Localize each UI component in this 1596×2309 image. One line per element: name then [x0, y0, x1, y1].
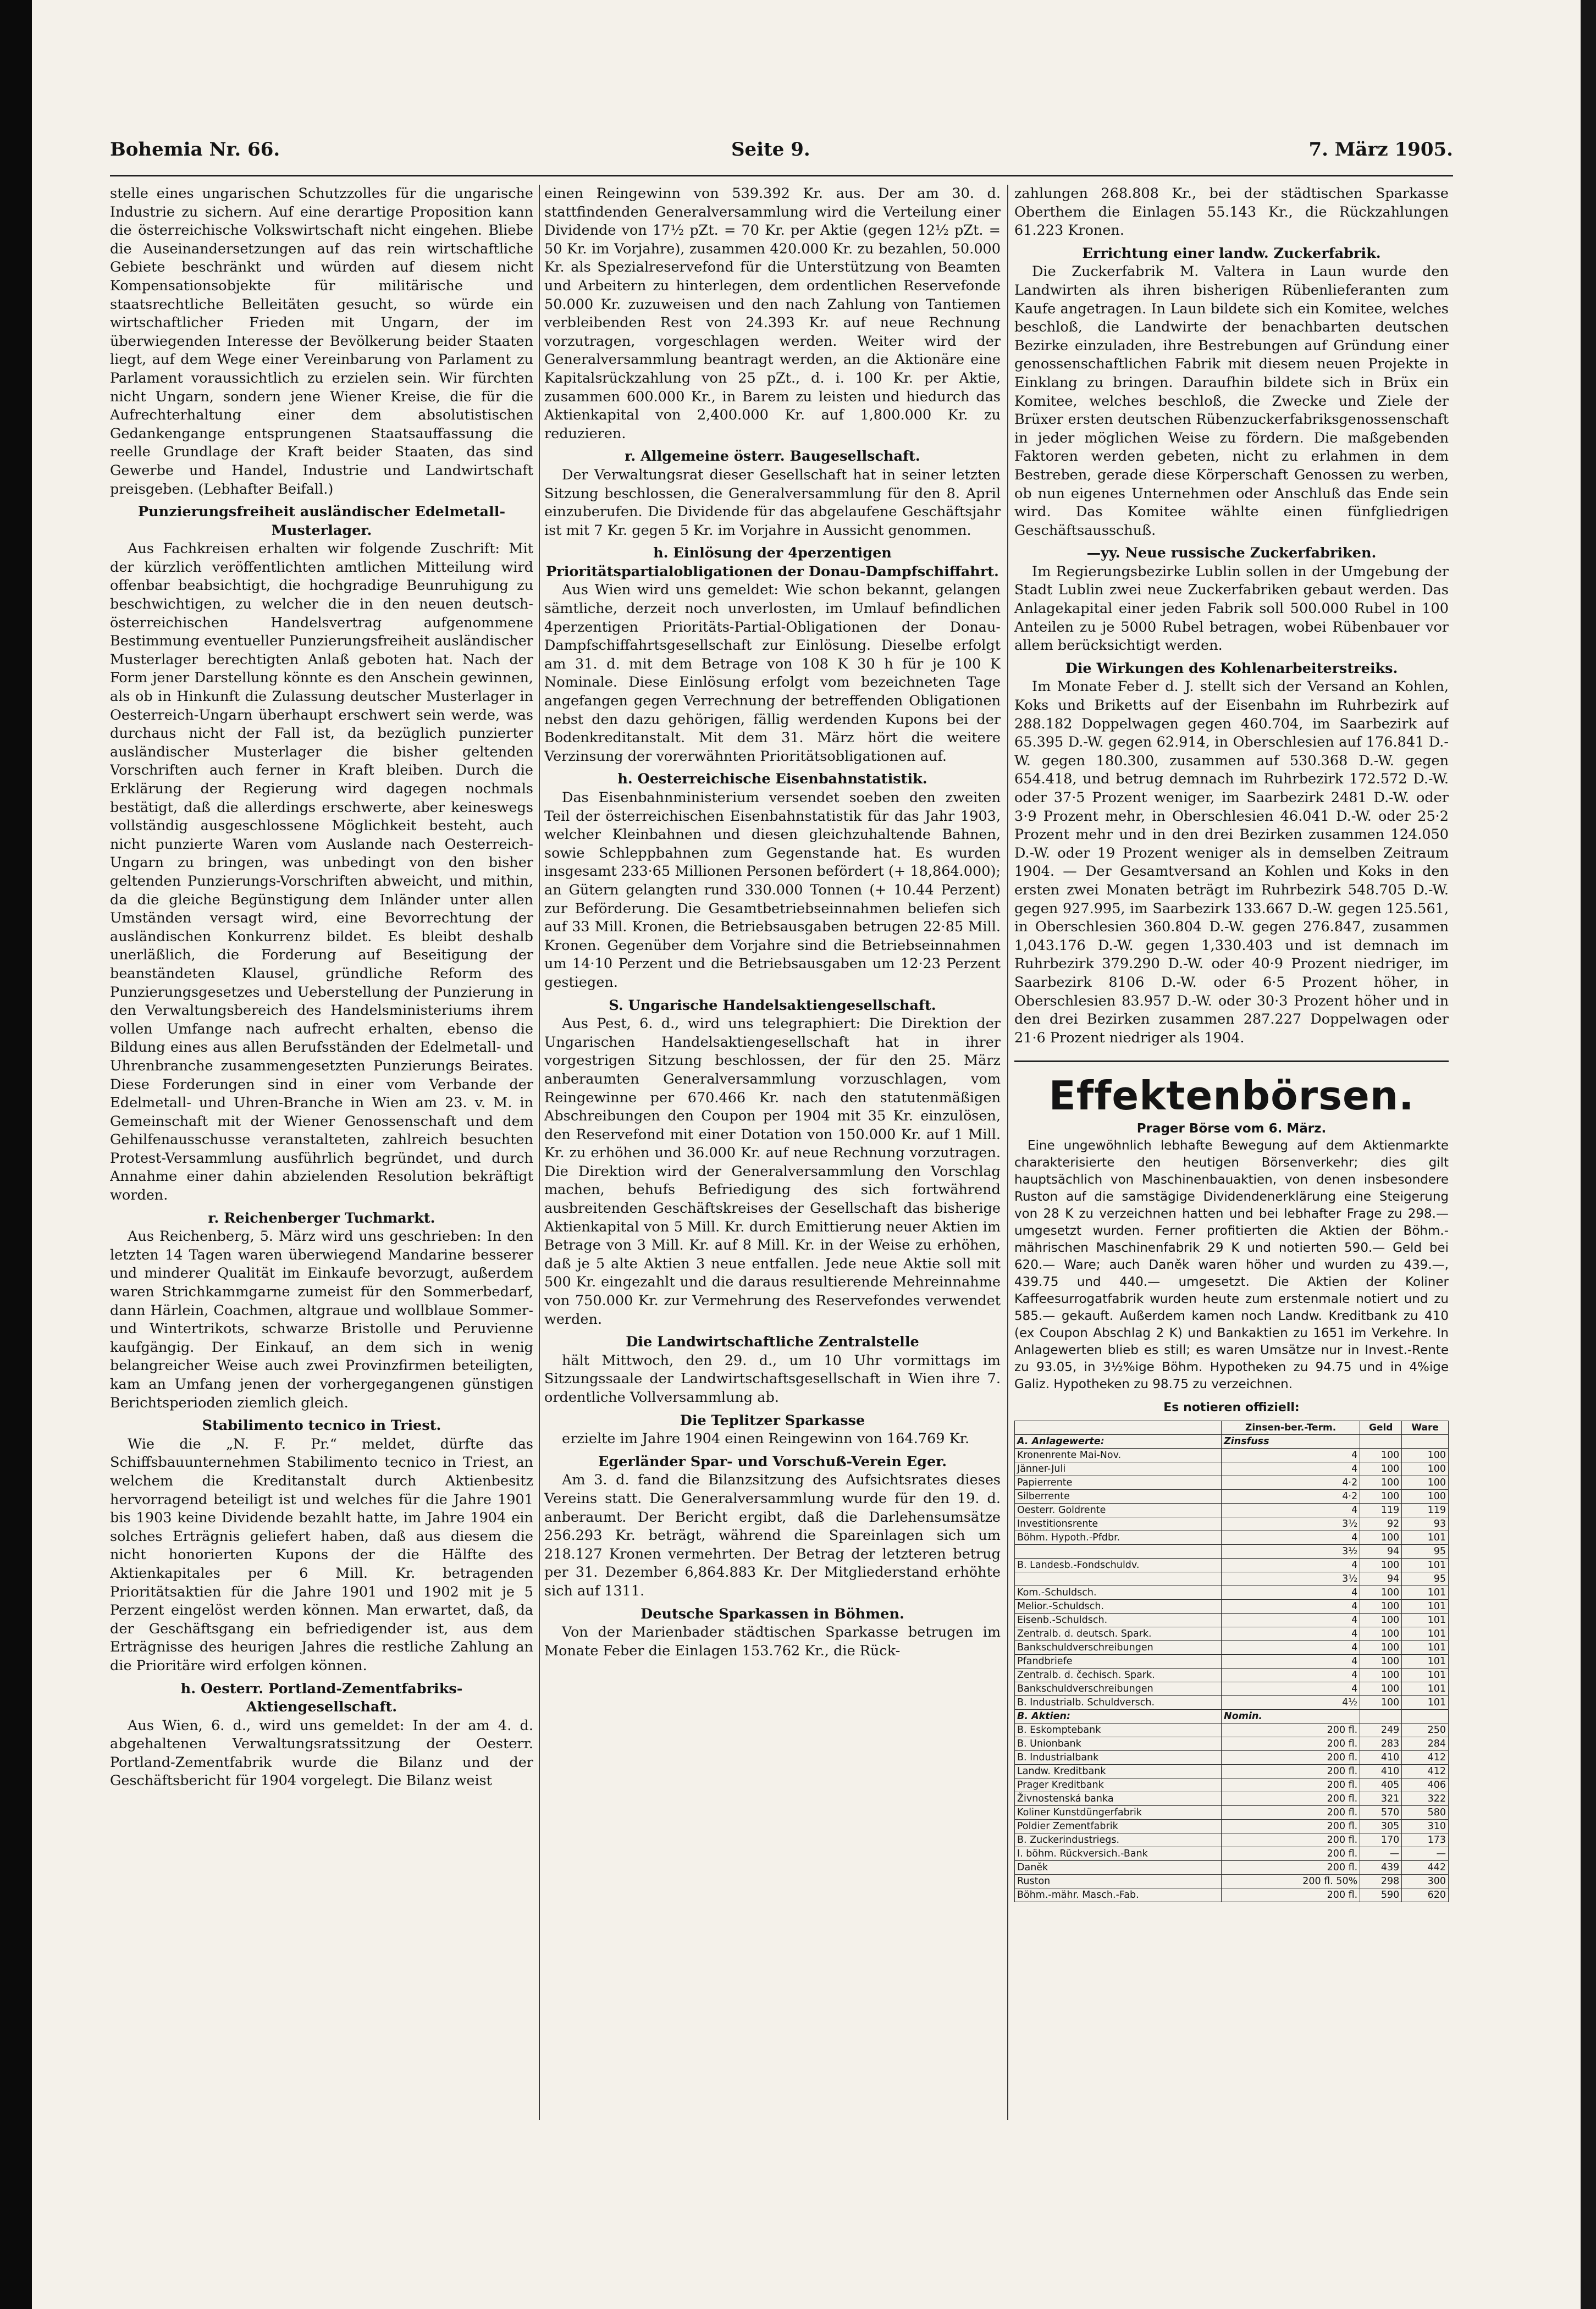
ask-price: —: [1402, 1847, 1449, 1860]
security-name: B. Eskomptebank: [1015, 1723, 1222, 1737]
security-name: Kronenrente Mai-Nov.: [1015, 1448, 1222, 1462]
ask-price: 100: [1402, 1476, 1449, 1489]
security-name: Silberrente: [1015, 1489, 1222, 1503]
interest-rate: 200 fl.: [1222, 1805, 1360, 1819]
article-text: Aus Wien wird uns gemeldet: Wie schon bekannt, gelangen sämtliche, derzeit noch unverlosten, im Umlauf befindlichen 4perzentigen Prioritäts-Partial-Obligationen der Donau-Dampfschiffahrtsgesellschaft zur Einlösung. Dieselbe erfolgt am 31. d. mit dem Betrage von 108 K 30 h für je 100 K Nominale. Diese Einlösung erfolgt vom bezeichneten Tage angefangen gegen Verrechnung der betreffenden Obligationen nebst den dazu gehörigen, fällig werdenden Kupons bei der Bodenkreditanstalt. Mit dem 31. März hört die weitere Verzinsung der vorerwähnten Prioritätsobligationen auf.: [544, 582, 1001, 765]
table-row: [1015, 1860, 1449, 1874]
ask-price: 412: [1402, 1750, 1449, 1764]
bid-price: 305: [1360, 1819, 1402, 1833]
security-name: B. Industrialbank: [1015, 1750, 1222, 1764]
page-edge-right: [1581, 0, 1596, 2309]
article-text: Im Regierungsbezirke Lublin sollen in der Umgebung der Stadt Lublin zwei neue Zuckerfabriken gebaut werden. Das Anlagekapital einer jeden Fabrik soll 500.000 Rubel in 100 Anteilen zu je 5000 Rubel betragen, wobei Rübenbauer vor allem berücksichtigt werden.: [1014, 563, 1449, 654]
ask-price: 173: [1402, 1833, 1449, 1847]
table-row: [1015, 1778, 1449, 1792]
ask-price: 322: [1402, 1792, 1449, 1805]
security-name: Ruston: [1015, 1874, 1222, 1888]
ask-price: 101: [1402, 1558, 1449, 1572]
table-row: [1015, 1654, 1449, 1668]
security-name: Böhm.-mähr. Masch.-Fab.: [1015, 1888, 1222, 1902]
bid-price: 100: [1360, 1654, 1402, 1668]
column-divider: [539, 185, 540, 2120]
ask-price: 250: [1402, 1723, 1449, 1737]
article-heading: r. Reichenberger Tuchmarkt.: [208, 1209, 435, 1227]
ask-price: 100: [1402, 1448, 1449, 1462]
bid-price: 590: [1360, 1888, 1402, 1902]
article-heading: Die Wirkungen des Kohlenarbeiterstreiks.: [1065, 660, 1398, 677]
ask-price: 620: [1402, 1888, 1449, 1902]
bid-price: 283: [1360, 1737, 1402, 1750]
ask-price: 95: [1402, 1544, 1449, 1558]
ask-price: 100: [1402, 1489, 1449, 1503]
ask-price: 412: [1402, 1764, 1449, 1778]
interest-rate: 200 fl.: [1222, 1737, 1360, 1750]
ask-price: 101: [1402, 1599, 1449, 1613]
security-name: B. Unionbank: [1015, 1737, 1222, 1750]
column-1: [110, 185, 533, 2120]
table-row: [1015, 1792, 1449, 1805]
ask-price: 101: [1402, 1531, 1449, 1544]
ask-price: 95: [1402, 1572, 1449, 1586]
header-rule: [110, 175, 1453, 176]
interest-rate: 4: [1222, 1599, 1360, 1613]
ask-price: 442: [1402, 1860, 1449, 1874]
table-row: [1015, 1750, 1449, 1764]
interest-rate: 4: [1222, 1531, 1360, 1544]
table-group-sub: Nomin.: [1222, 1709, 1360, 1723]
table-row: [1015, 1682, 1449, 1695]
bid-price: 119: [1360, 1503, 1402, 1517]
article-heading: Egerländer Spar- und Vorschuß-Verein Eger.: [598, 1453, 947, 1470]
table-row: [1015, 1558, 1449, 1572]
bid-price: —: [1360, 1847, 1402, 1860]
ask-price: 580: [1402, 1805, 1449, 1819]
article-text: hält Mittwoch, den 29. d., um 10 Uhr vormittags im Sitzungssaale der Landwirtschaftsgesellschaft in Wien ihre 7. ordentliche Vollversammlung ab.: [544, 1352, 1001, 1406]
quotation-table: [1014, 1421, 1449, 1902]
security-name: Jänner-Juli: [1015, 1462, 1222, 1476]
ask-price: 101: [1402, 1586, 1449, 1599]
security-name: Poldier Zementfabrik: [1015, 1819, 1222, 1833]
table-row: [1015, 1805, 1449, 1819]
interest-rate: 4: [1222, 1613, 1360, 1627]
header-page-number: Seite 9.: [731, 139, 810, 161]
table-row: [1015, 1517, 1449, 1531]
table-row: [1015, 1737, 1449, 1750]
table-title: Es notieren offiziell:: [1163, 1401, 1300, 1415]
bid-price: 100: [1360, 1695, 1402, 1709]
security-name: Pfandbriefe: [1015, 1654, 1222, 1668]
bid-price: 439: [1360, 1860, 1402, 1874]
security-name: Eisenb.-Schuldsch.: [1015, 1613, 1222, 1627]
security-name: Zentralb. d. čechisch. Spark.: [1015, 1668, 1222, 1682]
table-row: [1015, 1888, 1449, 1902]
security-name: Živnostenská banka: [1015, 1792, 1222, 1805]
bid-price: 405: [1360, 1778, 1402, 1792]
security-name: B. Zuckerindustriegs.: [1015, 1833, 1222, 1847]
article-heading: Die Teplitzer Sparkasse: [680, 1412, 865, 1429]
table-row: [1015, 1819, 1449, 1833]
ask-price: 101: [1402, 1695, 1449, 1709]
security-name: I. böhm. Rückversich.-Bank: [1015, 1847, 1222, 1860]
article-heading: Stabilimento tecnico in Triest.: [202, 1417, 441, 1434]
bid-price: 100: [1360, 1448, 1402, 1462]
article-text: Wie die „N. F. Pr.“ meldet, dürfte das Schiffsbauunternehmen Stabilimento tecnico in Triest, an welchem die Kreditanstalt durch Aktienbesitz hervorragend beteiligt ist und welches für die Jahre 1901 bis 1903 keine Dividende bezahlt hatte, im Jahre 1904 ein solches Erträgnis geliefert haben, daß aus diesem die nicht honorierten Kupons der die Hälfte des Aktienkapitales per 6 Mill. Kr. betragenden Prioritätsaktien für die Jahre 1901 und 1902 mit je 5 Perzent eingelöst werden können. Man erwartet, daß, da der Geschäftsgang ein befriedigender ist, aus dem Erträgnisse des heurigen Jahres die restliche Zahlung an die Prioritäre wird erfolgen können.: [110, 1435, 533, 1674]
interest-rate: 4: [1222, 1682, 1360, 1695]
security-name: B. Industrialb. Schuldversch.: [1015, 1695, 1222, 1709]
security-name: Bankschuldverschreibungen: [1015, 1682, 1222, 1695]
article-heading: Errichtung einer landw. Zuckerfabrik.: [1082, 245, 1381, 262]
interest-rate: 200 fl.: [1222, 1888, 1360, 1902]
ask-price: 119: [1402, 1503, 1449, 1517]
article-text: Die Zuckerfabrik M. Valtera in Laun wurde den Landwirten als ihren bisherigen Rübenlieferanten zum Kaufe angetragen. In Laun bildete sich ein Komitee, welches beschloß, die Landwirte der benachbarten deutschen Bezirke einzuladen, ihre Bestrebungen auf Gründung einer genossenschaftlichen Fabrik mit diesem neuen Projekte in Einklang zu bringen. Daraufhin bildete sich in Brüx ein Komitee, welches beschloß, die Zwecke und Ziele der Brüxer ersten deutschen Rübenzuckerfabriksgenossenschaft in jeder möglichen Weise zu fördern. Die maßgebenden Faktoren werden gebeten, nicht zu erlahmen in dem Bestreben, gerade diese Körperschaft Genossen zu werben, ob nun eigenes Unternehmen oder Anschluß das Ende sein wird. Das Komitee wählte einen fünfgliedrigen Geschäftsausschuß.: [1014, 263, 1449, 539]
table-row: [1015, 1833, 1449, 1847]
ask-price: 101: [1402, 1640, 1449, 1654]
interest-rate: 3½: [1222, 1517, 1360, 1531]
interest-rate: 200 fl.: [1222, 1750, 1360, 1764]
bid-price: 100: [1360, 1462, 1402, 1476]
article-text: einen Reingewinn von 539.392 Kr. aus. Der am 30. d. stattfindenden Generalversammlung wird die Verteilung einer Dividende von 17½ pZt. = 70 Kr. per Aktie (gegen 12½ pZt. = 50 Kr. im Vorjahre), zusammen 420.000 Kr. zu bezahlen, 50.000 Kr. als Spezialreservefond für die Unterstützung von Beamten und Arbeitern zu hinterlegen, dem ordentlichen Reservefonde 50.000 Kr. zuzuweisen und den nach Zahlung von Tantiemen verbleibenden Rest von 24.393 Kr. auf neue Rechnung vorzutragen, vorgeschlagen werden. Weiter wird der Generalversammlung beantragt werden, an die Aktionäre eine Kapitalsrückzahlung von 25 pZt., d. i. 100 Kr. per Aktie, zusammen 600.000 Kr., in Barem zu leisten und hiedurch das Aktienkapital von 2,400.000 Kr. auf 1,800.000 Kr. zu reduzieren.: [544, 185, 1001, 442]
security-name: Papierrente: [1015, 1476, 1222, 1489]
table-row: [1015, 1874, 1449, 1888]
table-group-row: [1015, 1709, 1449, 1723]
header-date: 7. März 1905.: [1308, 139, 1453, 161]
security-name: Prager Kreditbank: [1015, 1778, 1222, 1792]
bid-price: 94: [1360, 1544, 1402, 1558]
interest-rate: 4·2: [1222, 1489, 1360, 1503]
table-row: [1015, 1764, 1449, 1778]
security-name: Melior.-Schuldsch.: [1015, 1599, 1222, 1613]
article-heading: h. Oesterr. Portland-Zementfabriks-Aktiengesellschaft.: [180, 1680, 463, 1716]
security-name: Bankschuldverschreibungen: [1015, 1640, 1222, 1654]
interest-rate: 4: [1222, 1586, 1360, 1599]
article-heading: Punzierungsfreiheit ausländischer Edelmetall-Musterlager.: [137, 504, 506, 539]
table-row: [1015, 1695, 1449, 1709]
security-name: Oesterr. Goldrente: [1015, 1503, 1222, 1517]
interest-rate: 4: [1222, 1448, 1360, 1462]
ask-price: 101: [1402, 1668, 1449, 1682]
table-body-a: [1015, 1434, 1449, 1709]
bid-price: 100: [1360, 1476, 1402, 1489]
interest-rate: 200 fl.: [1222, 1860, 1360, 1874]
security-name: Böhm. Hypoth.-Pfdbr.: [1015, 1531, 1222, 1544]
table-header: Geld: [1360, 1421, 1402, 1434]
bid-price: 94: [1360, 1572, 1402, 1586]
table-row: [1015, 1613, 1449, 1627]
table-row: [1015, 1448, 1449, 1462]
column-divider: [1007, 185, 1008, 2120]
ask-price: 310: [1402, 1819, 1449, 1833]
page-header: [110, 139, 1453, 172]
interest-rate: 4: [1222, 1503, 1360, 1517]
interest-rate: 4½: [1222, 1695, 1360, 1709]
security-name: Kom.-Schuldsch.: [1015, 1586, 1222, 1599]
table-row: [1015, 1586, 1449, 1599]
security-name: Investitionsrente: [1015, 1517, 1222, 1531]
interest-rate: 200 fl. 50%: [1222, 1874, 1360, 1888]
interest-rate: 4: [1222, 1668, 1360, 1682]
interest-rate: 200 fl.: [1222, 1792, 1360, 1805]
bid-price: 100: [1360, 1640, 1402, 1654]
interest-rate: 200 fl.: [1222, 1723, 1360, 1737]
security-name: Daněk: [1015, 1860, 1222, 1874]
ask-price: 100: [1402, 1462, 1449, 1476]
table-row: [1015, 1503, 1449, 1517]
security-name: Koliner Kunstdüngerfabrik: [1015, 1805, 1222, 1819]
interest-rate: 4: [1222, 1640, 1360, 1654]
security-name: [1015, 1544, 1222, 1558]
bid-price: 170: [1360, 1833, 1402, 1847]
interest-rate: 200 fl.: [1222, 1833, 1360, 1847]
table-header: [1015, 1421, 1222, 1434]
bid-price: 100: [1360, 1558, 1402, 1572]
table-row: [1015, 1531, 1449, 1544]
bid-price: 298: [1360, 1874, 1402, 1888]
article-text: Am 3. d. fand die Bilanzsitzung des Aufsichtsrates dieses Vereins statt. Die Generalversammlung wurde für den 19. d. anberaumt. Der Bericht ergibt, daß die Darlehensumsätze 256.293 Kr. beträgt, während die Spareinlagen sich um 218.127 Kronen vermehrten. Der Betrag der letzteren betrug per 31. Dezember 6,864.883 Kr. Der Mitgliederstand erhöhte sich auf 1311.: [544, 1472, 1001, 1599]
bid-price: 100: [1360, 1599, 1402, 1613]
ask-price: 300: [1402, 1874, 1449, 1888]
bid-price: 100: [1360, 1668, 1402, 1682]
table-row: [1015, 1640, 1449, 1654]
article-text: Der Verwaltungsrat dieser Gesellschaft hat in seiner letzten Sitzung beschlossen, die Generalversammlung für den 8. April einzuberufen. Die Dividende für das abgelaufene Geschäftsjahr ist mit 7 Kr. gegen 5 Kr. im Vorjahre in Aussicht genommen.: [544, 466, 1001, 539]
article-heading: h. Einlösung der 4perzentigen Prioritätspartialobligationen der Donau-Dampfschiffahrt.: [546, 545, 999, 580]
interest-rate: 200 fl.: [1222, 1764, 1360, 1778]
security-name: B. Landesb.-Fondschuldv.: [1015, 1558, 1222, 1572]
article-text: Aus Pest, 6. d., wird uns telegraphiert: Die Direktion der Ungarischen Handelsaktiengesellschaft hat in ihrer vorgestrigen Sitzung beschlossen, der für den 25. März anberaumten Generalversammlung vorzuschlagen, vom Reingewinne per 670.466 Kr. nach den statutenmäßigen Abschreibungen den Coupon per 1904 mit 35 Kr. einzulösen, den Reservefond mit einer Dotation von 150.000 Kr. auf 1 Mill. Kr. zu erhöhen und 36.000 Kr. auf neue Rechnung vorzutragen. Die Direktion wird der Generalversammlung den Vorschlag machen, behufs Befriedigung des sich fortwährend ausbreitenden Geschäftskreises der Gesellschaft das bisherige Aktienkapital von 5 Mill. Kr. durch Emittierung neuer Aktien im Betrage von 3 Mill. Kr. auf 8 Mill. Kr. in der Weise zu erhöhen, daß je 5 alte Aktien 3 neue entfallen. Jede neue Aktie soll mit 500 Kr. eingezahlt und die daraus resultierende Mehreinnahme von 750.000 Kr. zur Vermehrung des Reservefondes verwendet werden.: [544, 1015, 1001, 1328]
ask-price: 101: [1402, 1654, 1449, 1668]
table-group-row: [1015, 1434, 1449, 1448]
ask-price: 284: [1402, 1737, 1449, 1750]
bid-price: 249: [1360, 1723, 1402, 1737]
table-row: [1015, 1476, 1449, 1489]
interest-rate: 3½: [1222, 1572, 1360, 1586]
table-row: [1015, 1723, 1449, 1737]
bid-price: 321: [1360, 1792, 1402, 1805]
bid-price: 100: [1360, 1586, 1402, 1599]
table-row: [1015, 1489, 1449, 1503]
table-header-row: [1015, 1421, 1449, 1434]
table-row: [1015, 1572, 1449, 1586]
bid-price: 100: [1360, 1489, 1402, 1503]
table-row: [1015, 1847, 1449, 1860]
interest-rate: 4: [1222, 1462, 1360, 1476]
table-row: [1015, 1462, 1449, 1476]
security-name: Landw. Kreditbank: [1015, 1764, 1222, 1778]
interest-rate: 4·2: [1222, 1476, 1360, 1489]
ask-price: 101: [1402, 1613, 1449, 1627]
bid-price: 410: [1360, 1764, 1402, 1778]
article-heading: h. Oesterreichische Eisenbahnstatistik.: [617, 771, 927, 788]
ask-price: 101: [1402, 1627, 1449, 1640]
article-text: Aus Wien, 6. d., wird uns gemeldet: In der am 4. d. abgehaltenen Verwaltungsratssitzung der Oesterr. Portland-Zementfabrik wurde die Bilanz und der Geschäftsbericht für 1904 vorgelegt. Die Bilanz weist: [110, 1717, 533, 1789]
article-text: zahlungen 268.808 Kr., bei der städtischen Sparkasse Oberthem die Einlagen 55.143 Kr., die Rückzahlungen 61.223 Kronen.: [1014, 185, 1449, 239]
ask-price: 101: [1402, 1682, 1449, 1695]
table-row: [1015, 1544, 1449, 1558]
interest-rate: 200 fl.: [1222, 1778, 1360, 1792]
bid-price: 92: [1360, 1517, 1402, 1531]
table-row: [1015, 1668, 1449, 1682]
table-cell: [1360, 1434, 1402, 1448]
table-header: Zinsen-ber.-Term.: [1222, 1421, 1360, 1434]
interest-rate: 4: [1222, 1558, 1360, 1572]
security-name: [1015, 1572, 1222, 1586]
market-report-text: Eine ungewöhnlich lebhafte Bewegung auf dem Aktienmarkte charakterisierte den heutigen Börsenverkehr; dies gilt hauptsächlich von Maschinenbauaktien, von denen insbesondere Ruston auf die samstägige Dividendenerklärung eine Steigerung von 28 K zu verzeichnen hatten und bei lebhafter Frage zu 298.— umgesetzt wurden. Ferner profitierten die Aktien der Böhm.-mährischen Maschinenfabrik 29 K und notierten 590.— Geld bei 620.— Ware; auch Daněk waren höher und wurden zu 439.—, 439.75 und 440.— umgesetzt. Die Aktien der Koliner Kaffeesurrogatfabrik wurden heute zum erstenmale notiert und zu 585.— gekauft. Außerdem kamen noch Landw. Kreditbank zu 410 (ex Coupon Abschlag 2 K) und Bankaktien zu 1651 im Verkehre. In Anlagewerten blieb es still; es waren Umsätze nur in Invest.-Rente zu 93.05, in 3½%ige Böhm. Hypotheken zu 94.75 und in 4%ige Galiz. Hypotheken zu 98.75 zu verzeichnen.: [1014, 1139, 1449, 1392]
article-text: stelle eines ungarischen Schutzzolles für die ungarische Industrie zu sichern. Auf eine derartige Proposition kann die österreichische Volkswirtschaft nicht eingehen. Bliebe die Auseinandersetzungen auf das rein wirtschaftliche Gebiete beschränkt und würden auf diesem nicht Kompensationsobjekte für militärische und staatsrechtliche Belleitäten gesucht, so würde ein wirtschaftlicher Frieden mit Ungarn, der im überwiegenden Interesse der Bevölkerung beider Staaten liegt, auf dem Wege einer Vereinbarung von Parlament zu Parlament voraussichtlich zu erzielen sein. Wir fürchten nicht Ungarn, sondern jene Wiener Kreise, die für die Aufrechterhaltung einer dem absolutistischen Gedankengange entsprungenen Staatsauffassung die reelle Grundlage der Kraft beider Staaten, das sind Gewerbe und Handel, Industrie und Landwirtschaft preisgeben. (Lebhafter Beifall.): [110, 185, 533, 498]
bid-price: 410: [1360, 1750, 1402, 1764]
article-heading: S. Ungarische Handelsaktiengesellschaft.: [609, 997, 936, 1014]
ask-price: 406: [1402, 1778, 1449, 1792]
section-title: Effektenbörsen.: [1048, 1073, 1415, 1119]
table-row: [1015, 1599, 1449, 1613]
security-name: Zentralb. d. deutsch. Spark.: [1015, 1627, 1222, 1640]
bid-price: 100: [1360, 1627, 1402, 1640]
article-text: Von der Marienbader städtischen Sparkasse betrugen im Monate Feber die Einlagen 153.762 Kr., die Rück-: [544, 1624, 1001, 1659]
table-header: Ware: [1402, 1421, 1449, 1434]
market-report-lead: Prager Börse vom 6. März.: [1136, 1122, 1327, 1136]
column-3: [1014, 185, 1449, 2120]
interest-rate: 4: [1222, 1627, 1360, 1640]
interest-rate: 3½: [1222, 1544, 1360, 1558]
article-heading: —yy. Neue russische Zuckerfabriken.: [1086, 545, 1377, 562]
interest-rate: 200 fl.: [1222, 1819, 1360, 1833]
article-text: Aus Fachkreisen erhalten wir folgende Zuschrift: Mit der kürzlich veröffentlichten amtlichen Mitteilung wird offenbar beabsichtigt, die hochgradige Beunruhigung zu beschwichtigen, zu welcher die in den neuen deutsch-österreichischen Handelsvertrag aufgenommene Bestimmung eventueller Punzierungsfreiheit ausländischer Musterlager berechtigten Anlaß geboten hat. Nach der Form jener Darstellung könnte es den Anschein gewinnen, als ob in Hinkunft die Zulassung deutscher Musterlager in Oesterreich-Ungarn überhaupt erschwert sein werde, was durchaus nicht der Fall ist, da bezüglich punzierter ausländischer Musterlager die bisher geltenden Vorschriften auch ferner in Kraft bleiben. Durch die Erklärung der Regierung wird dagegen nochmals bestätigt, daß die allerdings erschwerte, aber keineswegs vollständig ausgeschlossene Möglichkeit besteht, auch nicht punzierte Waren vom Auslande nach Oesterreich-Ungarn zu bringen, was unbedingt von den bisher geltenden Punzierungs-Vorschriften abweicht, und mithin, da die gleiche Begünstigung dem Inländer unter allen Umständen versagt wird, eine Bevorrechtung der ausländischen Konkurrenz bildet. Es bleibt deshalb unerläßlich, die Forderung auf Beseitigung der beanständeten Klausel, gründliche Reform des Punzierungsgesetzes und Ueberstellung der Punzierung in den Verwaltungsbereich des Handelsministeriums ihrem vollen Umfange nach aufrecht erhalten, ebenso die Bildung eines aus allen Berufsständen der Edelmetall- und Uhrenbranche zusammengesetzten Punzierungs Beirates. Diese Forderungen sind in einer vom Verbande der Edelmetall- und Uhren-Branche in Wien am 23. v. M. in Gemeinschaft mit der Wiener Genossenschaft und dem Gehilfenausschusse veranstalteten, zahlreich besuchten Protest-Versammlung ausführlich begründet, und durch Annahme einer dahin abzielenden Resolution bekräftigt worden.: [110, 540, 533, 1204]
article-heading: Deutsche Sparkassen in Böhmen.: [640, 1605, 904, 1622]
article-text: Aus Reichenberg, 5. März wird uns geschrieben: In den letzten 14 Tagen waren überwiegend Mandarine besserer und minderer Qualität im Einkaufe bevorzugt, außerdem waren Strichkammgarne zumeist für den Sommerbedarf, dann Härlein, Coachmen, altgraue und wollblaue Sommer- und Wintertrikots, schwarze Bristolle und Peruvienne kaufgängig. Der Einkauf, an dem sich in wenig belangreicher Weise auch zwei Provinzfirmen beteiligten, kam an Umfang jenen der vorhergegangenen günstigen Berichtsperioden ziemlich gleich.: [110, 1228, 533, 1411]
table-cell: [1402, 1434, 1449, 1448]
article-heading: Die Landwirtschaftliche Zentralstelle: [626, 1334, 919, 1351]
ask-price: 93: [1402, 1517, 1449, 1531]
article-text: erzielte im Jahre 1904 einen Reingewinn von 164.769 Kr.: [562, 1430, 970, 1448]
article-heading: r. Allgemeine österr. Baugesellschaft.: [625, 448, 920, 465]
table-body-b: [1015, 1709, 1449, 1902]
column-2: [544, 185, 1001, 2120]
article-text: Das Eisenbahnministerium versendet soeben den zweiten Teil der österreichischen Eisenbahnstatistik für das Jahr 1903, welcher Kleinbahnen und diesen gleichzuhaltende Bahnen, sowie Schleppbahnen zum Gegenstande hat. Es wurden insgesamt 233·65 Millionen Personen befördert (+ 18,864.000); an Gütern gelangten rund 330.000 Tonnen (+ 10.44 Perzent) zur Beförderung. Die Gesamtbetriebseinnahmen beliefen sich auf 33 Mill. Kronen, die Betriebsausgaben betrugen 22·85 Mill. Kronen. Gegenüber dem Vorjahre sind die Betriebseinnahmen um 14·10 Perzent und die Betriebsausgaben um 12·23 Perzent gestiegen.: [544, 789, 1001, 991]
market-report: [1014, 1120, 1449, 1393]
bid-price: 100: [1360, 1531, 1402, 1544]
bid-price: 570: [1360, 1805, 1402, 1819]
page-edge-left: [0, 0, 32, 2309]
header-issue: Bohemia Nr. 66.: [110, 139, 280, 161]
article-text: Im Monate Feber d. J. stellt sich der Versand an Kohlen, Koks und Briketts auf der Eisenbahn im Ruhrbezirk auf 288.182 Doppelwagen gegen 460.704, im Saarbezirk auf 65.395 D.-W. gegen 62.914, in Oberschlesien auf 176.841 D.-W. gegen 180.300, zusammen auf 530.368 D.-W. gegen 654.418, und betrug demnach im Ruhrbezirk 172.572 D.-W. oder 37·5 Prozent weniger, im Saarbezirk 2481 D.-W. oder 3·9 Prozent mehr, in Oberschlesien 46.041 D.-W. oder 25·2 Prozent mehr und in den drei Bezirken zusammen 124.050 D.-W. oder 19 Prozent weniger als in demselben Zeitraum 1904. — Der Gesamtversand an Kohlen und Koks in den ersten zwei Monaten beträgt im Ruhrbezirk 548.705 D.-W. gegen 927.995, im Saarbezirk 133.667 D.-W. gegen 125.561, in Oberschlesien 360.804 D.-W. gegen 276.847, zusammen 1,043.176 D.-W. gegen 1,330.403 und ist demnach im Ruhrbezirk 379.290 D.-W. oder 40·9 Prozent niedriger, im Saarbezirk 8106 D.-W. oder 6·5 Prozent höher, in Oberschlesien 83.957 D.-W. oder 30·3 Prozent höher und in den drei Bezirken zusammen 287.227 Doppelwagen oder 21·6 Prozent niedriger als 1904.: [1014, 678, 1449, 1046]
table-group-label: A. Anlagewerte:: [1015, 1434, 1222, 1448]
interest-rate: 200 fl.: [1222, 1847, 1360, 1860]
table-cell: [1360, 1709, 1402, 1723]
bid-price: 100: [1360, 1682, 1402, 1695]
table-group-sub: Zinsfuss: [1222, 1434, 1360, 1448]
table-row: [1015, 1627, 1449, 1640]
section-rule: [1014, 1060, 1449, 1062]
interest-rate: 4: [1222, 1654, 1360, 1668]
table-group-label: B. Aktien:: [1015, 1709, 1222, 1723]
table-cell: [1402, 1709, 1449, 1723]
bid-price: 100: [1360, 1613, 1402, 1627]
